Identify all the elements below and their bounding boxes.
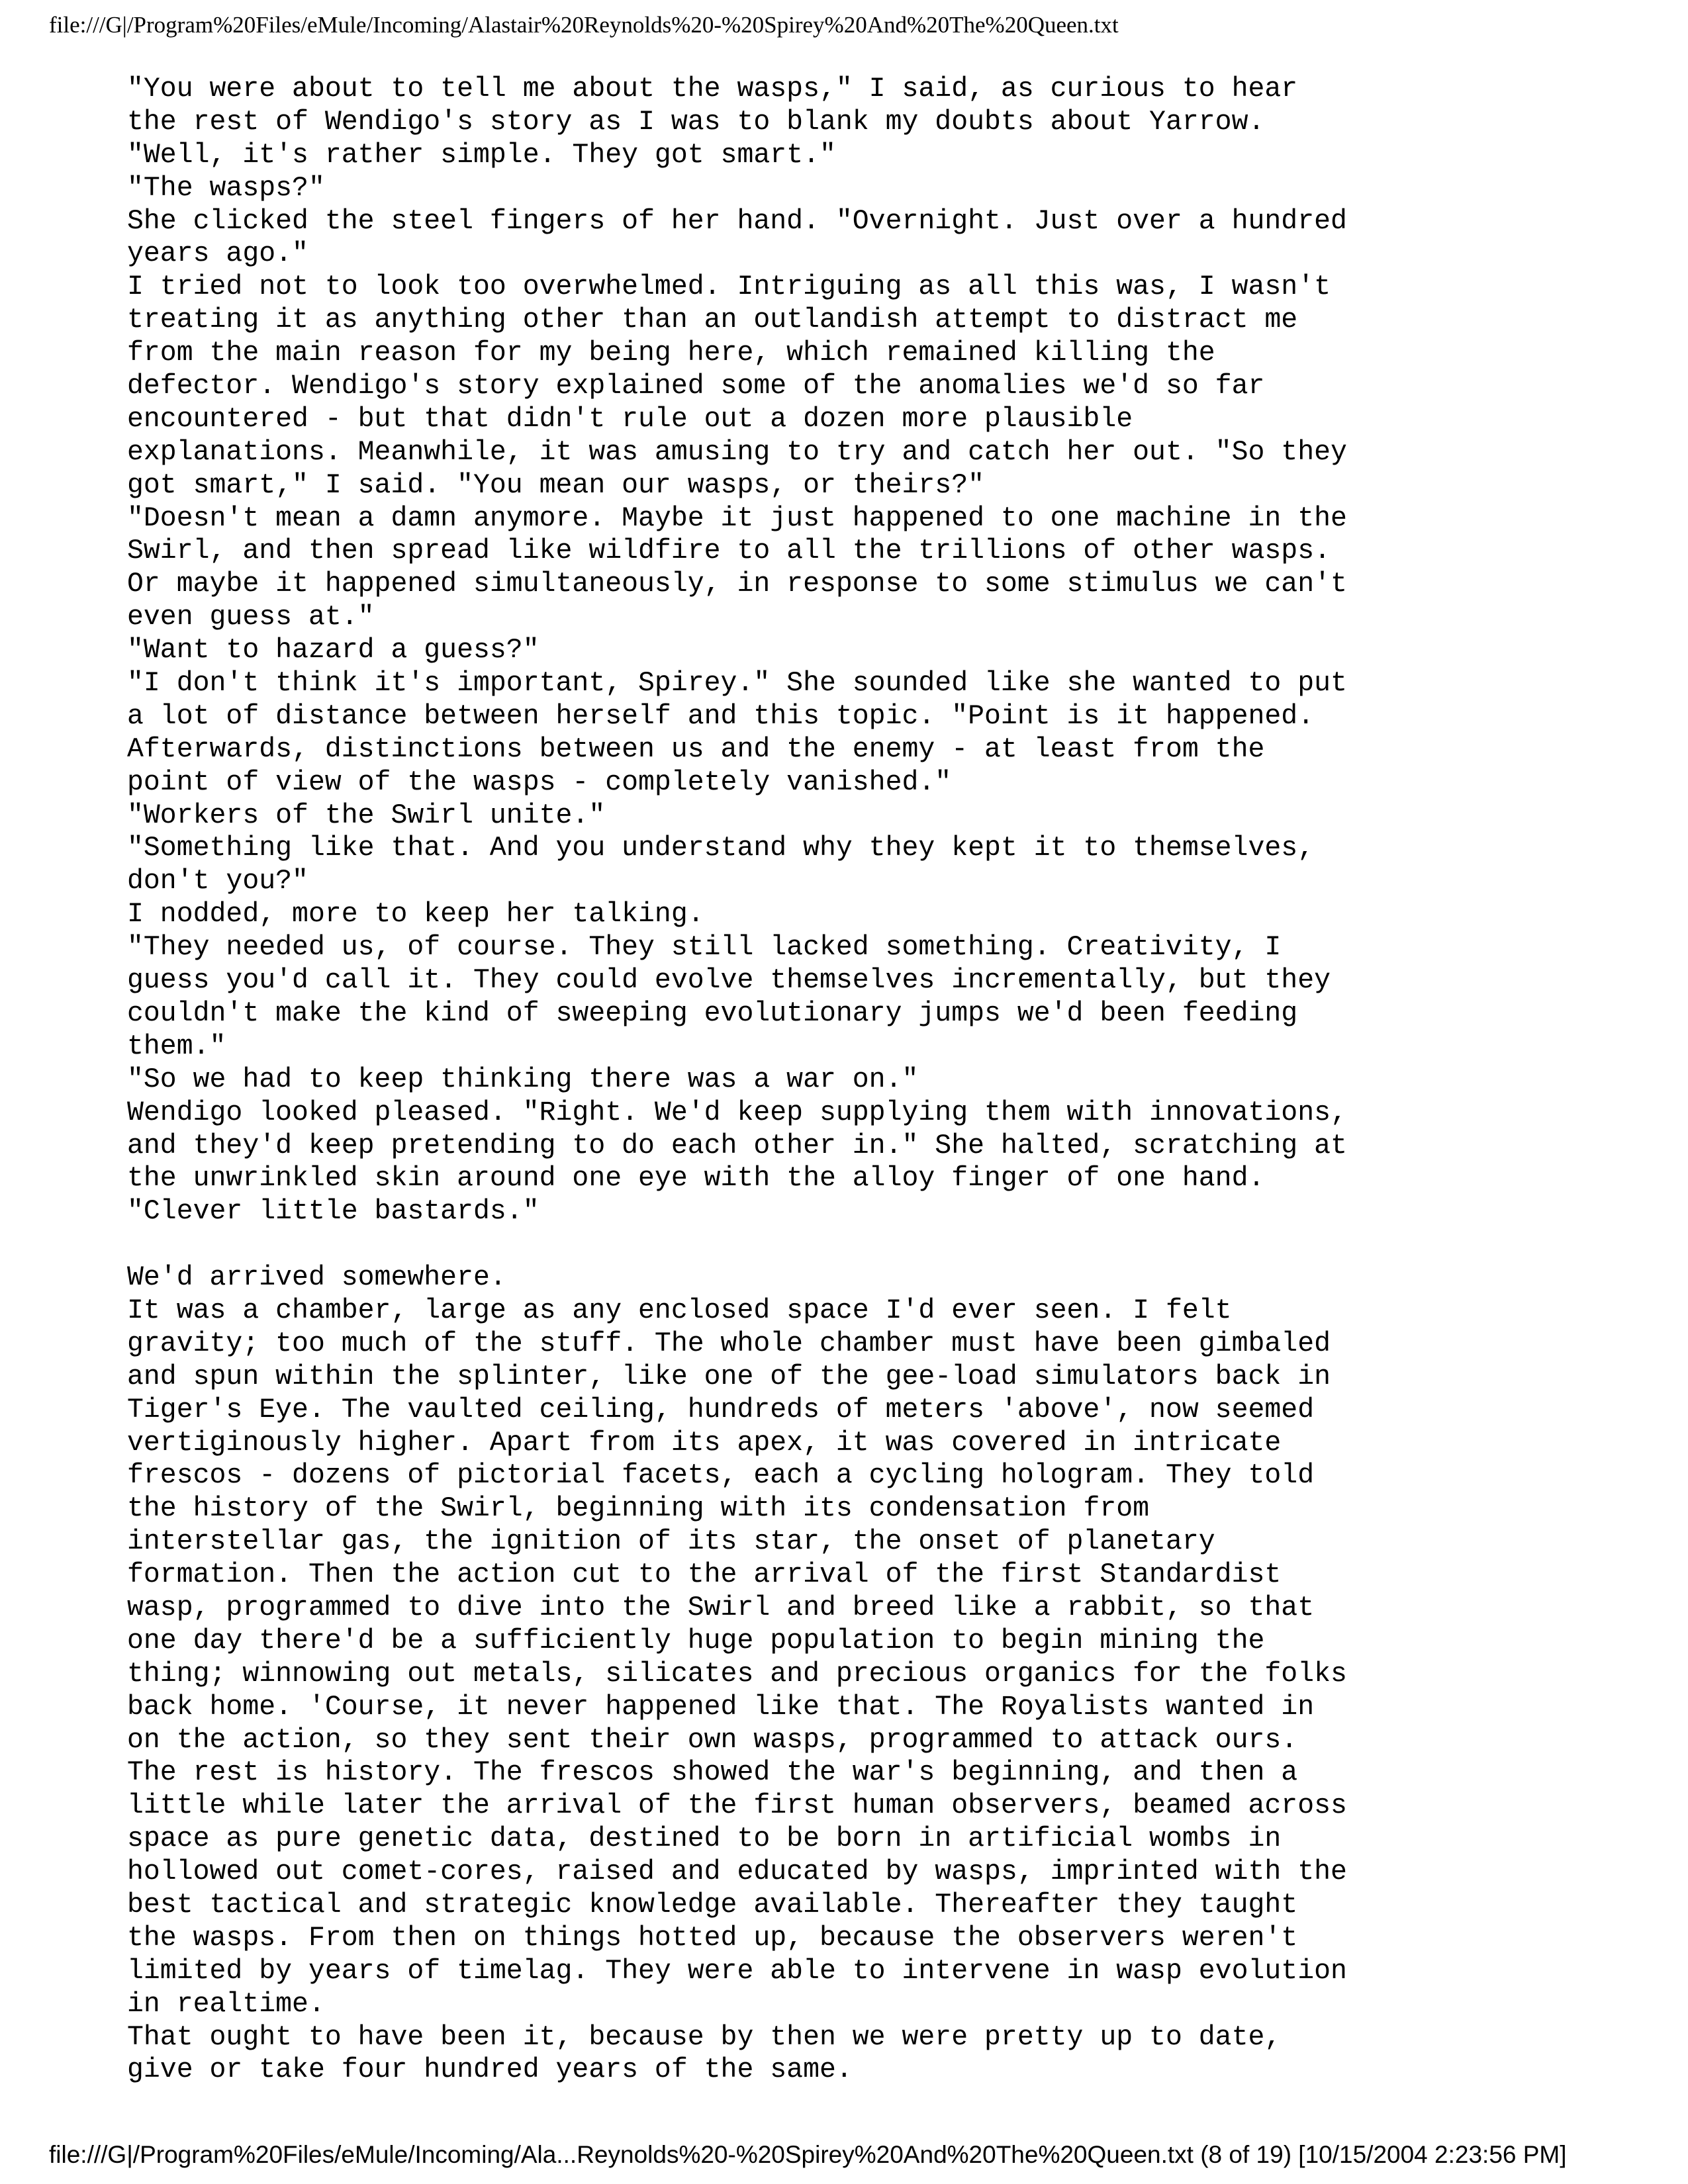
text-line: formation. Then the action cut to the arrival of the first Standardist xyxy=(127,1559,1282,1591)
text-line: "They needed us, of course. They still lacked something. Creativity, I xyxy=(127,932,1282,964)
text-line: the wasps. From then on things hotted up, because the observers weren't xyxy=(127,1922,1298,1954)
text-line xyxy=(127,1228,1347,1261)
text-line: "Clever little bastards." xyxy=(127,1196,539,1228)
text-line: gravity; too much of the stuff. The whole chamber must have been gimbaled xyxy=(127,1328,1331,1359)
text-line: give or take four hundred years of the same. xyxy=(127,2054,853,2086)
text-line: interstellar gas, the ignition of its star, the onset of planetary xyxy=(127,1526,1215,1558)
text-line: guess you'd call it. They could evolve themselves incrementally, but they xyxy=(127,965,1331,997)
page-header-url: file:///G|/Program%20Files/eMule/Incoming/Alastair%20Reynolds%20-%20Spirey%20And%20The%20Queen.txt xyxy=(49,12,1119,38)
text-line: Afterwards, distinctions between us and the enemy - at least from the xyxy=(127,733,1265,765)
text-line: in realtime. xyxy=(127,1988,325,2020)
text-line: "So we had to keep thinking there was a war on." xyxy=(127,1064,919,1095)
text-line: one day there'd be a sufficiently huge population to begin mining the xyxy=(127,1625,1265,1657)
text-line: Wendigo looked pleased. "Right. We'd keep supplying them with innovations, xyxy=(127,1097,1347,1128)
text-line: encountered - but that didn't rule out a dozen more plausible xyxy=(127,403,1133,435)
text-line: and they'd keep pretending to do each other in." She halted, scratching at xyxy=(127,1130,1347,1161)
text-line: I tried not to look too overwhelmed. Intriguing as all this was, I wasn't xyxy=(127,271,1331,303)
text-line: limited by years of timelag. They were able to intervene in wasp evolution xyxy=(127,1955,1347,1987)
text-line: "Something like that. And you understand why they kept it to themselves, xyxy=(127,833,1315,864)
text-line: Swirl, and then spread like wildfire to all the trillions of other wasps. xyxy=(127,535,1331,567)
text-line: I nodded, more to keep her talking. xyxy=(127,899,704,931)
text-line: the rest of Wendigo's story as I was to blank my doubts about Yarrow. xyxy=(127,106,1265,138)
text-line: space as pure genetic data, destined to be born in artificial wombs in xyxy=(127,1823,1282,1855)
text-line: The rest is history. The frescos showed the war's beginning, and then a xyxy=(127,1757,1298,1789)
text-line: even guess at." xyxy=(127,602,375,633)
text-line: defector. Wendigo's story explained some of the anomalies we'd so far xyxy=(127,371,1265,402)
text-line: "The wasps?" xyxy=(127,172,325,204)
text-line: and spun within the splinter, like one of the gee-load simulators back in xyxy=(127,1361,1331,1392)
text-line: them." xyxy=(127,1030,226,1062)
text-line: It was a chamber, large as any enclosed space I'd ever seen. I felt xyxy=(127,1295,1232,1326)
text-line: the unwrinkled skin around one eye with the alloy finger of one hand. xyxy=(127,1163,1265,1195)
text-line: best tactical and strategic knowledge available. Thereafter they taught xyxy=(127,1889,1298,1921)
text-line: "Doesn't mean a damn anymore. Maybe it just happened to one machine in the xyxy=(127,502,1347,534)
text-line: treating it as anything other than an outlandish attempt to distract me xyxy=(127,304,1298,336)
text-line: couldn't make the kind of sweeping evolutionary jumps we'd been feeding xyxy=(127,997,1298,1029)
text-line: "Want to hazard a guess?" xyxy=(127,635,539,666)
text-line: back home. 'Course, it never happened like that. The Royalists wanted in xyxy=(127,1691,1315,1723)
text-line: don't you?" xyxy=(127,866,308,897)
text-line: She clicked the steel fingers of her hand. "Overnight. Just over a hundred xyxy=(127,205,1347,237)
text-line: Or maybe it happened simultaneously, in response to some stimulus we can't xyxy=(127,569,1347,600)
text-line: wasp, programmed to dive into the Swirl and breed like a rabbit, so that xyxy=(127,1592,1315,1623)
text-line: We'd arrived somewhere. xyxy=(127,1262,506,1294)
text-line: from the main reason for my being here, which remained killing the xyxy=(127,338,1215,369)
text-line: "I don't think it's important, Spirey." She sounded like she wanted to put xyxy=(127,668,1347,700)
text-line: little while later the arrival of the first human observers, beamed across xyxy=(127,1790,1347,1822)
text-line: on the action, so they sent their own wasps, programmed to attack ours. xyxy=(127,1724,1298,1756)
text-line: got smart," I said. "You mean our wasps, or theirs?" xyxy=(127,469,985,501)
document-body xyxy=(127,73,1347,2087)
text-line: the history of the Swirl, beginning with its condensation from xyxy=(127,1493,1150,1525)
text-line: thing; winnowing out metals, silicates and precious organics for the folks xyxy=(127,1658,1347,1690)
text-line: years ago." xyxy=(127,238,308,270)
text-line: vertiginously higher. Apart from its apex, it was covered in intricate xyxy=(127,1427,1282,1459)
text-line: "You were about to tell me about the wasps," I said, as curious to hear xyxy=(127,73,1298,105)
text-line: "Well, it's rather simple. They got smart." xyxy=(127,139,836,171)
text-line: frescos - dozens of pictorial facets, each a cycling hologram. They told xyxy=(127,1460,1315,1492)
page-footer: file:///G|/Program%20Files/eMule/Incoming/Ala...Reynolds%20-%20Spirey%20And%20The%20Queen.txt (8 of 19) [10/15/2004 2:23:56 PM] xyxy=(49,2141,1567,2168)
text-line: hollowed out comet-cores, raised and educated by wasps, imprinted with the xyxy=(127,1856,1347,1888)
text-line: That ought to have been it, because by then we were pretty up to date, xyxy=(127,2021,1282,2053)
text-line: explanations. Meanwhile, it was amusing to try and catch her out. "So they xyxy=(127,436,1347,468)
text-line: Tiger's Eye. The vaulted ceiling, hundreds of meters 'above', now seemed xyxy=(127,1394,1315,1426)
text-line: point of view of the wasps - completely vanished." xyxy=(127,766,952,798)
text-line: a lot of distance between herself and this topic. "Point is it happened. xyxy=(127,700,1315,732)
text-line: "Workers of the Swirl unite." xyxy=(127,799,606,831)
